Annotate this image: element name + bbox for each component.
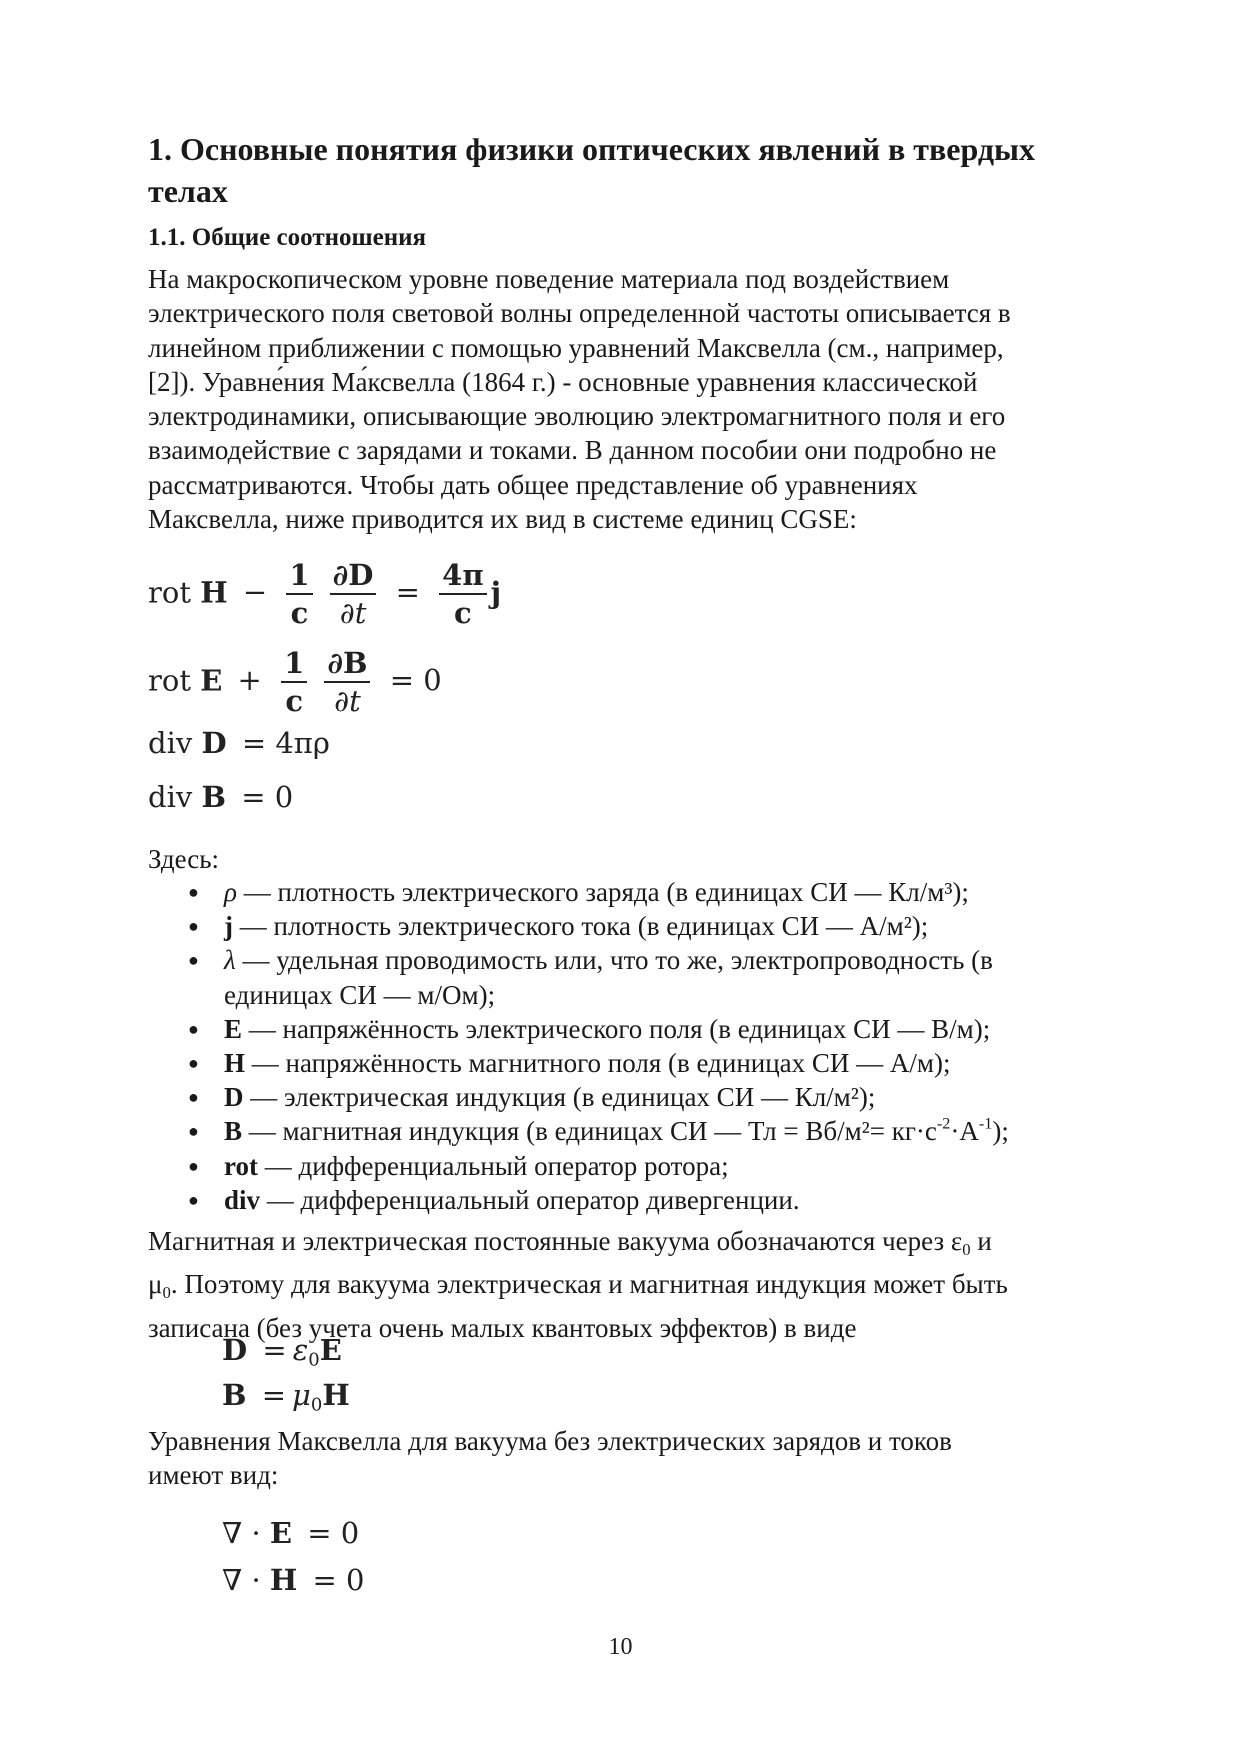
text-segment: Магнитная и электрическая постоянные вакуума обозначаются через ε [148,1226,963,1256]
text-line [148,1224,1008,1267]
field-symbol: D [201,726,227,760]
definition-text: ·А [950,1116,979,1147]
bullet-icon: ● [188,1189,199,1210]
text-line: линейном приближении с помощью уравнений Максвелла (см., например, [148,332,1004,363]
bullet-icon: ● [188,950,199,971]
bullet-icon: ● [188,1155,199,1176]
vacuum-equation-b [222,1378,350,1416]
divergence-equation-h [222,1563,371,1597]
lhs: D [222,1333,248,1367]
denominator: ∂t [339,596,367,631]
lhs: B [222,1378,247,1412]
symbol: B [224,1116,243,1147]
field: H [322,1378,350,1412]
denominator: ∂t [334,684,361,719]
symbol: λ [224,945,236,976]
numerator: ∂D [330,560,377,595]
maxwell-equation-1 [148,560,501,629]
definition-text: — напряжённость магнитного поля (в единицах СИ — А/м); [245,1048,951,1079]
definition-text: — дифференциальный оператор дивергенции. [260,1184,800,1215]
text-line: электрического поля световой волны определенной частоты описывается в [148,298,1011,329]
superscript: -2 [936,1115,951,1134]
subscript: 0 [310,1394,323,1416]
denominator: c [290,596,309,631]
subscript: 0 [308,1349,320,1371]
vacuum-equation-d [222,1333,342,1371]
list-item [188,875,1108,909]
subsection-title: 1.1. Общие соотношения [148,224,427,251]
constant: μ [292,1378,311,1412]
here-label: Здесь: [148,844,220,874]
definition-text: — плотность электрического заряда (в единицах СИ — Кл/м³); [236,877,969,907]
text-line [148,1267,1008,1310]
list-item [188,1046,1108,1080]
field: E [269,1516,293,1550]
fraction [330,560,377,629]
sign: − [242,575,268,610]
symbol: E [224,1013,243,1044]
equals: = [262,1333,287,1367]
field-symbol: E [200,663,223,698]
nabla: ∇ · [222,1516,261,1550]
equals: = [261,1378,287,1412]
subscript: 0 [962,1240,971,1260]
bullet-icon: ● [188,1121,199,1142]
bullet-icon: ● [188,1053,199,1074]
operator: div [148,726,193,760]
symbol: H [224,1048,246,1079]
text-segment: . Поэтому для вакуума электрическая и магнитная индукция может быть [170,1269,1008,1300]
bullet-icon: ● [188,882,199,902]
rhs: = 4πρ [241,726,330,760]
fraction [324,648,370,717]
constant: ε [292,1333,309,1367]
section-title: 1. Основные понятия физики оптических явлений в твердых телах [148,131,1036,209]
text-line: Уравнения Максвелла для вакуума без электрических зарядов и токов [148,1426,952,1456]
list-item [188,909,1108,943]
fraction [439,560,486,629]
maxwell-equation-4 [148,780,299,814]
nabla: ∇ · [222,1563,261,1597]
list-item [188,1080,1108,1114]
rhs: = 0 [307,1516,360,1550]
equals: = [395,575,420,610]
maxwell-equation-3 [148,726,336,760]
rhs: = 0 [312,1563,365,1597]
field-symbol: B [201,780,226,814]
numerator: 1 [286,560,312,595]
text-line: записана (без учета очень малых квантовых эффектов) в виде [148,1312,857,1343]
text-line: электродинамики, описывающие эволюцию электромагнитного поля и его [148,401,1006,432]
symbol: j [224,911,233,942]
numerator: 1 [281,648,307,683]
text-line: [2]). Уравне́ния Ма́ксвелла (1864 г.) - основные уравнения классической [148,366,978,397]
divergence-equation-e [222,1516,365,1550]
list-item [188,1149,1108,1183]
sign: + [237,663,262,698]
numerator: ∂B [324,648,370,683]
subscript: 0 [162,1283,171,1303]
vacuum-paragraph [148,1224,1008,1345]
bullet-icon: ● [188,1018,199,1039]
equals-zero: = 0 [389,663,442,698]
definition-text: — электрическая индукция (в единицах СИ — Кл/м²); [243,1082,876,1113]
fraction [281,648,307,717]
free-space-paragraph [148,1424,952,1493]
definition-text: ); [992,1116,1009,1147]
symbol: rot [224,1150,258,1181]
definition-text: — дифференциальный оператор ротора; [258,1150,729,1181]
field: E [319,1333,342,1367]
operator: rot [148,575,191,610]
intro-paragraph [148,262,1011,536]
definition-text: — напряжённость электрического поля (в единицах СИ — В/м); [242,1013,991,1044]
definition-text: — плотность электрического тока (в единицах СИ — А/м²); [233,911,929,942]
text-segment: и [970,1226,992,1256]
maxwell-equation-2 [148,648,448,717]
text-line: взаимодействие с зарядами и токами. В данном пособии они подробно не [148,435,997,466]
symbol: div [224,1184,261,1215]
operator: div [148,780,193,814]
rhs: = 0 [241,780,294,814]
superscript: -1 [978,1115,993,1134]
text-line: имеют вид: [148,1460,279,1491]
fraction [286,560,312,629]
symbol: ρ [224,877,237,907]
field-symbol: H [200,575,228,610]
denominator: c [454,596,472,631]
symbol: D [224,1082,244,1113]
text-line: На макроскопическом уровне поведение материала под воздействием [148,264,950,294]
list-item [188,943,1108,1011]
current-symbol: j [490,575,502,610]
bullet-icon: ● [188,916,199,937]
list-item [188,1183,1108,1217]
list-item [188,1114,1108,1148]
text-line: Максвелла, ниже приводится их вид в системе единиц CGSE: [148,504,857,535]
definition-text: — удельная проводимость или, что то же, электропроводность (в единицах СИ — м/Ом); [224,945,993,1010]
list-item [188,1012,1108,1046]
denominator: c [285,684,303,719]
definition-text: — магнитная индукция (в единицах СИ — Тл = Вб/м²= кг·с [242,1116,937,1147]
definitions-list [188,875,1108,1217]
field: H [269,1563,298,1597]
text-segment: μ [148,1269,163,1300]
numerator: 4π [439,560,486,595]
operator: rot [148,663,191,698]
bullet-icon: ● [188,1087,199,1108]
text-line: рассматриваются. Чтобы дать общее представление об уравнениях [148,469,918,500]
page-number: 10 [608,1634,633,1660]
